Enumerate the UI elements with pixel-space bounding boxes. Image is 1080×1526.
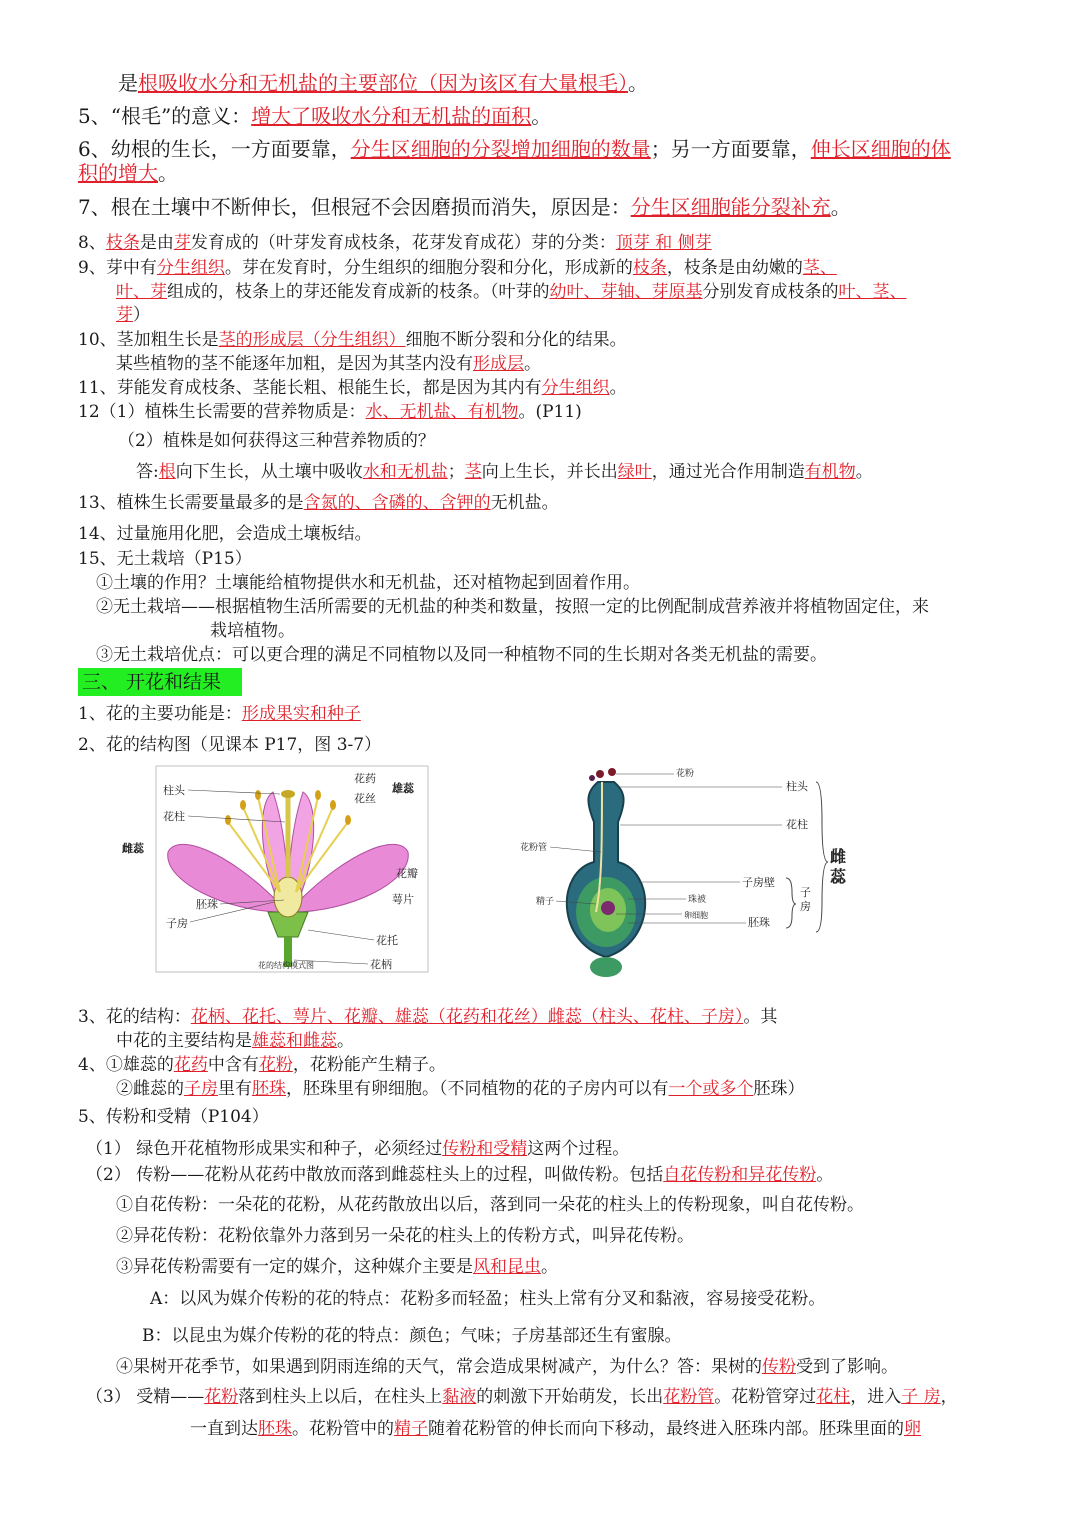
line-15: 15、无土栽培（P15）	[78, 549, 252, 569]
line-s5-1: （1） 绿色开花植物形成果实和种子，必须经过传粉和受精这两个过程。	[86, 1139, 630, 1159]
line-s5-4: 一直到达胚珠。花粉管中的精子随着花粉管的伸长而向下移动，最终进入胚珠内部。胚珠里面的卵	[190, 1419, 921, 1439]
line-9b: 叶、芽组成的，枝条上的芽还能发育成新的枝条。（叶芽的幼叶、芽轴、芽原基分别发育成枝条的叶、茎、	[116, 282, 907, 302]
line-s5-2: （2） 传粉——花粉从花药中散放而落到雌蕊柱头上的过程，叫做传粉。包括自花传粉和异花传粉。	[86, 1165, 834, 1185]
answer: 分生区细胞的分裂增加细胞的数量	[350, 137, 651, 161]
svg-text:花柱: 花柱	[163, 810, 185, 823]
section-heading: 三、 开花和结果	[78, 668, 242, 696]
svg-text:胚珠: 胚珠	[748, 916, 770, 929]
line-12: 12（1）植株生长需要的营养物质是：水、无机盐、有机物。(P11)	[78, 402, 582, 422]
line-s3b: 中花的主要结构是雄蕊和雌蕊。	[116, 1031, 354, 1051]
answer: 分生区细胞能分裂补充	[630, 195, 831, 219]
line-s1: 1、花的主要功能是：形成果实和种子	[78, 704, 361, 724]
line-12a: 答:根向下生长，从土壤中吸收水和无机盐；茎向上生长，并长出绿叶，通过光合作用制造有机物。	[136, 462, 873, 482]
answer: 增大了吸收水分和无机盐的面积	[251, 104, 532, 128]
line-s3: 3、花的结构：花柄、花托、萼片、花瓣、雄蕊（花药和花丝）雌蕊（柱头、花柱、子房）。其	[78, 1007, 778, 1027]
line-10: 10、茎加粗生长是茎的形成层（分生组织）细胞不断分裂和分化的结果。	[78, 330, 627, 350]
svg-text:花柱: 花柱	[786, 818, 808, 831]
answer: 伸长区细胞的体	[810, 137, 951, 161]
line-s5: 5、传粉和受精（P104）	[78, 1107, 269, 1127]
svg-text:萼片: 萼片	[392, 893, 414, 906]
svg-text:雌: 雌	[830, 847, 847, 866]
line-1: 是根吸收水分和无机盐的主要部位（因为该区有大量根毛）。	[118, 71, 648, 95]
line-12q: （2）植株是如何获得这三种营养物质的？	[118, 431, 435, 451]
svg-text:花丝: 花丝	[354, 792, 376, 805]
line-15-3: ③无土栽培优点：可以更合理的满足不同植物以及同一种植物不同的生长期对各类无机盐的需要。	[96, 645, 827, 665]
answer: 根吸收水分和无机盐的主要部位（因为该区有大量根毛）	[138, 71, 628, 95]
line-s5-2-3: ③异花传粉需要有一定的媒介，这种媒介主要是风和昆虫。	[116, 1257, 558, 1277]
line-14: 14、过量施用化肥，会造成土壤板结。	[78, 524, 372, 544]
svg-text:珠被: 珠被	[688, 895, 707, 905]
svg-text:柱头: 柱头	[163, 784, 185, 797]
svg-text:子: 子	[800, 886, 811, 899]
svg-text:子房壁: 子房壁	[742, 876, 775, 889]
line-s4b: ②雌蕊的子房里有胚珠，胚珠里有卵细胞。（不同植物的花的子房内可以有一个或多个胚珠）	[116, 1079, 805, 1099]
svg-text:雌蕊: 雌蕊	[122, 842, 144, 855]
svg-text:花粉: 花粉	[676, 769, 695, 779]
line-s5-B: B：以昆虫为媒介传粉的花的特点：颜色；气味；子房基部还生有蜜腺。	[142, 1326, 682, 1346]
line-s2: 2、花的结构图（见课本 P17，图 3-7）	[78, 735, 382, 755]
svg-text:花瓣: 花瓣	[396, 867, 418, 880]
line-8: 8、枝条是由芽发育成的（叶芽发育成枝条，花芽发育成花）芽的分类：顶芽 和 侧芽	[78, 233, 712, 253]
svg-text:胚珠: 胚珠	[196, 898, 218, 911]
svg-text:房: 房	[800, 900, 811, 913]
answer: 积的增大	[78, 161, 158, 185]
line-s5-2-2: ②异花传粉：花粉依靠外力落到另一朵花的柱头上的传粉方式，叫异花传粉。	[116, 1226, 694, 1246]
flower-diagram	[108, 762, 438, 977]
line-15-2b: 栽培植物。	[210, 621, 295, 641]
line-s5-2-1: ①自花传粉：一朵花的花粉，从花药散放出以后，落到同一朵花的柱头上的传粉现象，叫自花传粉。	[116, 1195, 864, 1215]
svg-text:精子: 精子	[536, 897, 555, 907]
line-s4: 4、①雄蕊的花药中含有花粉，花粉能产生精子。	[78, 1055, 446, 1075]
line-10b: 某些植物的茎不能逐年加粗，是因为其茎内没有形成层。	[116, 354, 541, 374]
line-6b: 积的增大。	[78, 161, 178, 185]
line-13: 13、植株生长需要量最多的是含氮的、含磷的、含钾的无机盐。	[78, 493, 559, 513]
svg-text:花药: 花药	[354, 772, 376, 785]
line-15-2: ②无土栽培——根据植物生活所需要的无机盐的种类和数量，按照一定的比例配制成营养液并将植物固定住，来	[96, 597, 929, 617]
line-s5-3: （3） 受精——花粉落到柱头上以后，在柱头上黏液的刺激下开始萌发，长出花粉管。花粉管穿过花柱，进入子 房，	[86, 1387, 958, 1407]
line-s5-A: A：以风为媒介传粉的花的特点：花粉多而轻盈；柱头上常有分叉和黏液，容易接受花粉。	[150, 1289, 826, 1309]
line-s5-2-4: ④果树开花季节，如果遇到阴雨连绵的天气，常会造成果树减产，为什么？答：果树的传粉受到了影响。	[116, 1357, 898, 1377]
pistil-diagram	[516, 762, 856, 987]
line-15-1: ①土壤的作用？土壤能给植物提供水和无机盐，还对植物起到固着作用。	[96, 573, 640, 593]
line-6: 6、幼根的生长，一方面要靠，分生区细胞的分裂增加细胞的数量；另一方面要靠，伸长区细胞的体	[78, 137, 951, 161]
line-9c: 芽）	[116, 305, 150, 325]
line-11: 11、芽能发育成枝条、茎能长粗、根能生长，都是因为其内有分生组织。	[78, 378, 627, 398]
svg-text:花的结构模式图: 花的结构模式图	[258, 961, 314, 970]
svg-text:柱头: 柱头	[786, 780, 808, 793]
svg-text:卵细胞: 卵细胞	[684, 911, 708, 920]
svg-text:雄蕊: 雄蕊	[392, 782, 414, 795]
svg-text:子房: 子房	[166, 917, 188, 930]
svg-text:花托: 花托	[376, 934, 398, 947]
svg-text:花粉管: 花粉管	[520, 843, 548, 853]
line-7: 7、根在土壤中不断伸长，但根冠不会因磨损而消失，原因是：分生区细胞能分裂补充。	[78, 195, 851, 219]
svg-text:花柄: 花柄	[370, 958, 392, 971]
line-5: 5、“根毛”的意义：增大了吸收水分和无机盐的面积。	[78, 104, 552, 128]
line-9: 9、芽中有分生组织。芽在发育时，分生组织的细胞分裂和分化，形成新的枝条，枝条是由幼嫩的茎、	[78, 258, 837, 278]
svg-text:蕊: 蕊	[830, 867, 847, 886]
